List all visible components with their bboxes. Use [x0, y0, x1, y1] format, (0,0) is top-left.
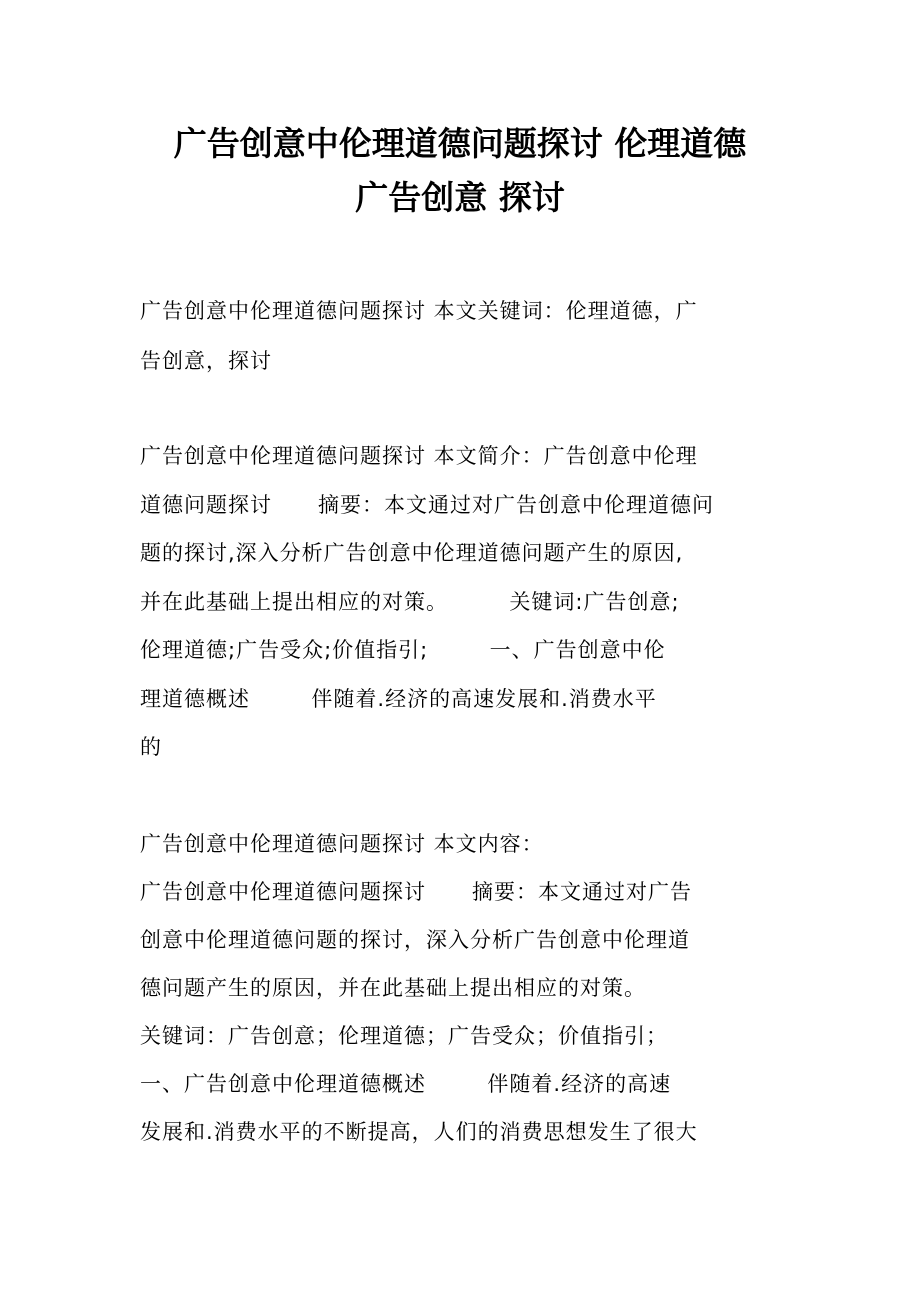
- content-line-4: 德问题产生的原因，并在此基础上提出相应的对策。: [140, 976, 646, 1000]
- summary-line-7: 的: [140, 735, 162, 759]
- content-line-2: 广告创意中伦理道德问题探讨 摘要：本文通过对广告: [140, 880, 693, 904]
- content-line-6: 一、广告创意中伦理道德概述 伴随着.经济的高速: [140, 1072, 672, 1096]
- summary-line-6: 理道德概述 伴随着.经济的高速发展和.消费水平: [140, 687, 657, 711]
- keywords-line-1: 广告创意中伦理道德问题探讨 本文关键词：伦理道德，广: [140, 299, 698, 323]
- summary-line-1: 广告创意中伦理道德问题探讨 本文简介：广告创意中伦理: [140, 444, 698, 468]
- content-line-3: 创意中伦理道德问题的探讨，深入分析广告创意中伦理道: [140, 928, 690, 952]
- content-line-7: 发展和.消费水平的不断提高，人们的消费思想发生了很大: [140, 1120, 698, 1144]
- document-title-line-2: 广告创意 探讨: [355, 178, 565, 217]
- summary-line-5: 伦理道德;广告受众;价值指引; 一、广告创意中伦: [140, 638, 666, 662]
- content-line-1: 广告创意中伦理道德问题探讨 本文内容：: [140, 832, 544, 856]
- content-line-5: 关键词：广告创意；伦理道德；广告受众；价值指引；: [140, 1024, 668, 1048]
- summary-line-2: 道德问题探讨 摘要：本文通过对广告创意中伦理道德问: [140, 493, 715, 517]
- document-title-line-1: 广告创意中伦理道德问题探讨 伦理道德: [173, 124, 747, 163]
- summary-line-4: 并在此基础上提出相应的对策。 关键词:广告创意;: [140, 590, 680, 614]
- keywords-line-2: 告创意，探讨: [140, 349, 272, 373]
- summary-line-3: 题的探讨,深入分析广告创意中伦理道德问题产生的原因,: [140, 541, 684, 565]
